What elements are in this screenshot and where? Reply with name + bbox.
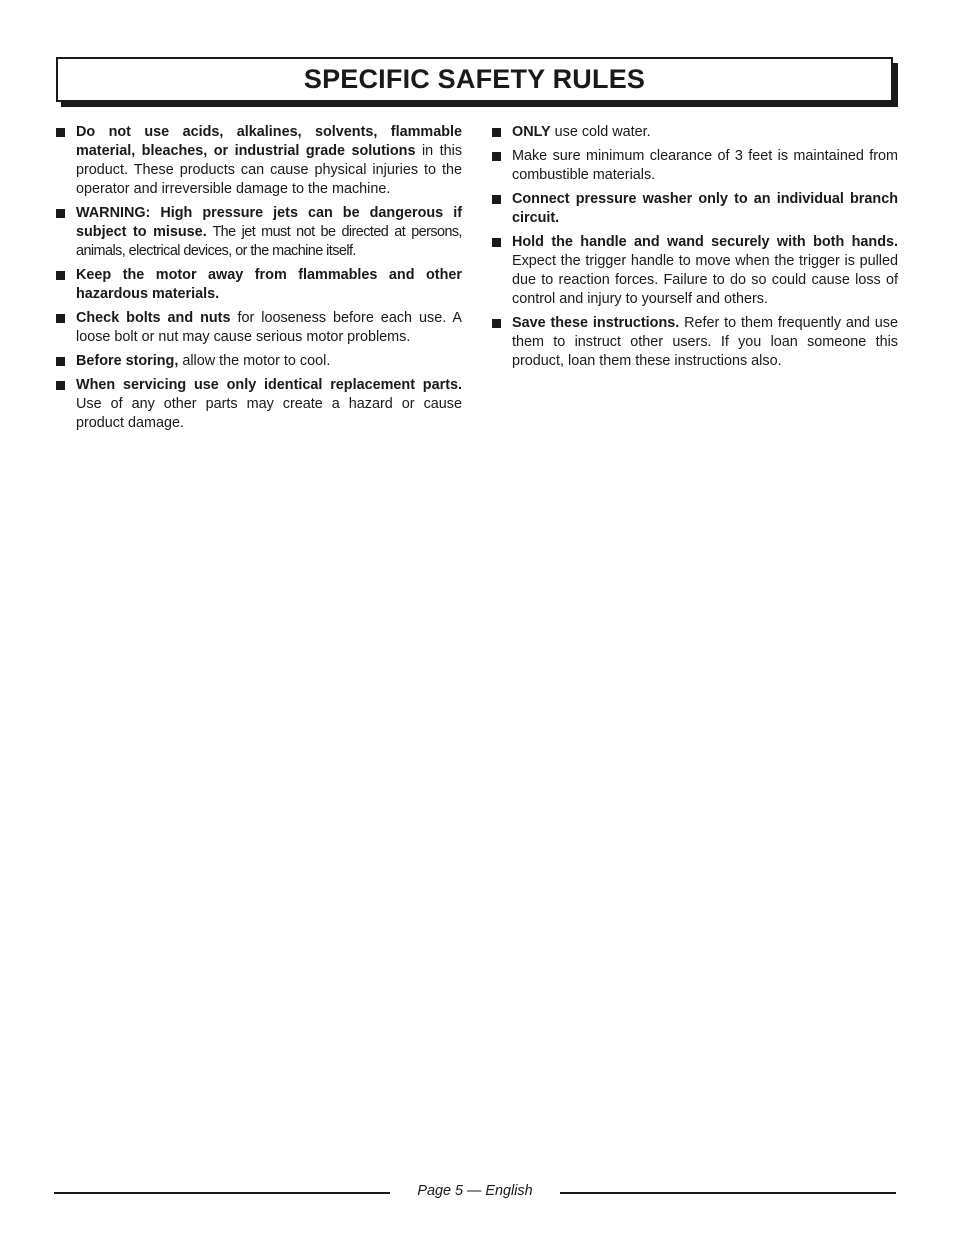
item-bold-text: When servicing use only identical replacement parts. — [76, 377, 462, 393]
right-column — [490, 123, 898, 376]
list-item — [54, 309, 462, 347]
page-title: SPECIFIC SAFETY RULES — [303, 64, 646, 94]
item-text: Use of any other parts may create a hazard or cause product damage. — [76, 396, 462, 431]
item-text: for looseness before each use. A loose bolt or nut may cause serious motor problems. — [76, 310, 462, 345]
item-bold-text: Hold the handle and wand securely with both hands. — [512, 234, 898, 250]
item-text: use cold water. — [550, 124, 651, 140]
footer-rule-right — [560, 1192, 896, 1194]
list-item — [54, 376, 462, 433]
square-bullet-icon — [492, 319, 501, 328]
list-item — [490, 314, 898, 371]
item-bold-text: Connect pressure washer only to an individual branch circuit. — [512, 191, 898, 226]
item-text: Refer to them frequently and use them to instruct other users. If you loan someone this product, loan them these instructions also. — [512, 315, 898, 369]
item-bold-text: WARNING: High pressure jets can be dangerous if subject to misuse. — [76, 205, 462, 240]
square-bullet-icon — [56, 209, 65, 218]
square-bullet-icon — [56, 271, 65, 280]
item-text: The jet must not be directed at persons, animals, electrical devices, or the machine itself. — [76, 224, 462, 259]
item-bold-text: Save these instructions. — [512, 315, 680, 331]
item-text: in this product. These products can cause physical injuries to the operator and irreversible damage to the machine. — [76, 143, 463, 197]
list-item — [54, 123, 462, 199]
list-item — [490, 190, 898, 228]
item-text: Expect the trigger handle to move when the trigger is pulled due to reaction forces. Failure to do so could cause loss of control and injury to yourself and others. — [512, 253, 898, 307]
left-column — [54, 123, 462, 438]
square-bullet-icon — [56, 357, 65, 366]
list-item — [490, 233, 898, 309]
item-text: Make sure minimum clearance of 3 feet is maintained from combustible materials. — [512, 148, 898, 183]
list-item — [54, 204, 462, 261]
item-text: allow the motor to cool. — [178, 353, 331, 369]
square-bullet-icon — [56, 381, 65, 390]
item-bold-text: Do not use acids, alkalines, solvents, flammable material, bleaches, or industrial grade solutions — [76, 124, 462, 159]
item-bold-text: ONLY — [512, 124, 551, 140]
square-bullet-icon — [492, 128, 501, 137]
square-bullet-icon — [492, 195, 501, 204]
item-bold-text: Keep the motor away from flammables and other hazardous materials. — [76, 267, 462, 302]
list-item — [54, 266, 462, 304]
list-item — [490, 147, 898, 185]
square-bullet-icon — [56, 128, 65, 137]
footer-rule-left — [54, 1192, 390, 1194]
list-item — [490, 123, 898, 142]
item-bold-text: Check bolts and nuts — [76, 310, 231, 326]
square-bullet-icon — [56, 314, 65, 323]
square-bullet-icon — [492, 152, 501, 161]
title-box — [56, 57, 893, 102]
page-number: Page 5 — English — [417, 1183, 533, 1199]
list-item — [54, 352, 462, 371]
item-bold-text: Before storing, — [76, 353, 179, 369]
square-bullet-icon — [492, 238, 501, 247]
